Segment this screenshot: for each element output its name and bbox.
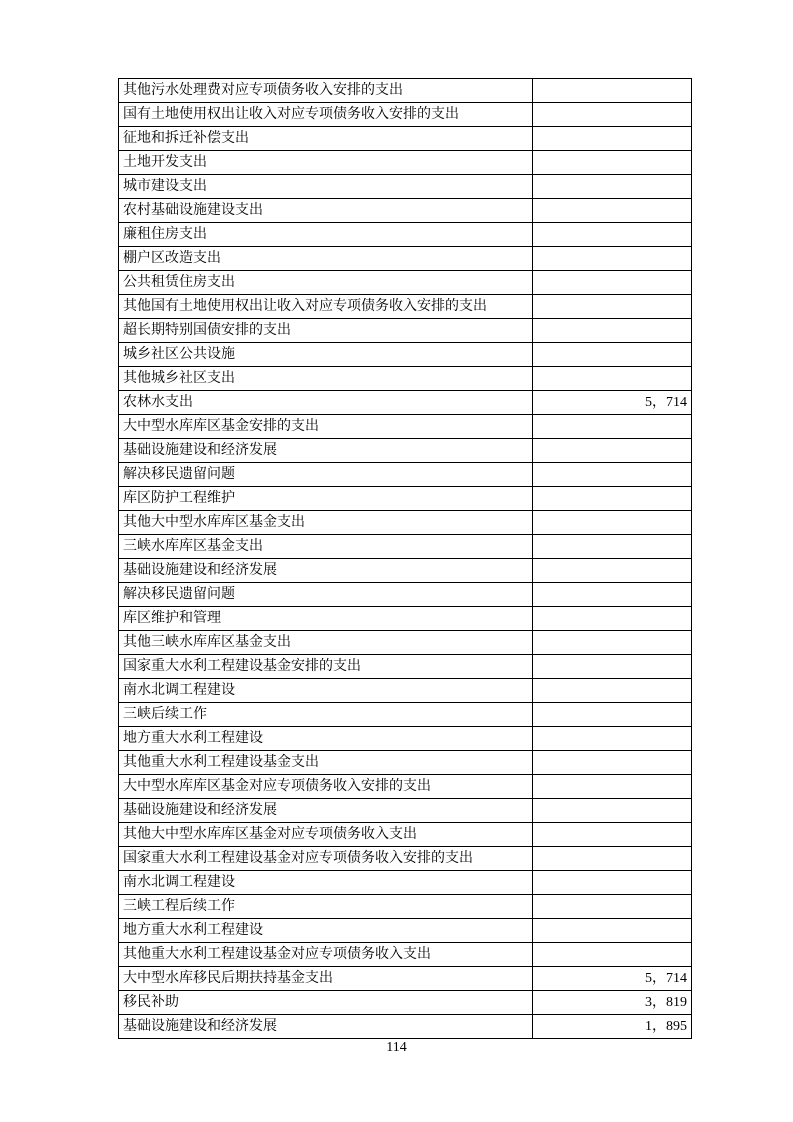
row-value	[533, 103, 692, 127]
row-value: 5，714	[533, 967, 692, 991]
row-label: 三峡水库库区基金支出	[119, 535, 533, 559]
row-value	[533, 151, 692, 175]
table-row	[119, 463, 692, 487]
row-value	[533, 631, 692, 655]
row-value	[533, 199, 692, 223]
table-row	[119, 967, 692, 991]
row-label: 超长期特别国债安排的支出	[119, 319, 533, 343]
row-label: 征地和拆迁补偿支出	[119, 127, 533, 151]
budget-table-body	[119, 79, 692, 1039]
row-label: 基础设施建设和经济发展	[119, 439, 533, 463]
row-label: 三峡后续工作	[119, 703, 533, 727]
table-row	[119, 655, 692, 679]
row-label: 城市建设支出	[119, 175, 533, 199]
row-label: 城乡社区公共设施	[119, 343, 533, 367]
table-row	[119, 319, 692, 343]
row-value	[533, 487, 692, 511]
row-label: 其他三峡水库库区基金支出	[119, 631, 533, 655]
budget-table	[118, 78, 692, 1039]
table-row	[119, 751, 692, 775]
table-row	[119, 295, 692, 319]
table-row	[119, 919, 692, 943]
table-row	[119, 847, 692, 871]
row-label: 廉租住房支出	[119, 223, 533, 247]
table-row	[119, 271, 692, 295]
table-row	[119, 775, 692, 799]
row-value	[533, 775, 692, 799]
row-value	[533, 655, 692, 679]
row-label: 国有土地使用权出让收入对应专项债务收入安排的支出	[119, 103, 533, 127]
row-value	[533, 799, 692, 823]
row-label: 库区防护工程维护	[119, 487, 533, 511]
table-row	[119, 247, 692, 271]
row-label: 基础设施建设和经济发展	[119, 559, 533, 583]
table-row	[119, 343, 692, 367]
row-value	[533, 607, 692, 631]
row-value: 3，819	[533, 991, 692, 1015]
row-value	[533, 919, 692, 943]
row-value	[533, 823, 692, 847]
row-label: 三峡工程后续工作	[119, 895, 533, 919]
table-row	[119, 871, 692, 895]
table-row	[119, 823, 692, 847]
row-value	[533, 583, 692, 607]
row-value	[533, 511, 692, 535]
row-label: 移民补助	[119, 991, 533, 1015]
table-row	[119, 679, 692, 703]
row-value	[533, 343, 692, 367]
row-value	[533, 295, 692, 319]
row-value	[533, 847, 692, 871]
row-label: 农村基础设施建设支出	[119, 199, 533, 223]
table-row	[119, 487, 692, 511]
table-row	[119, 151, 692, 175]
row-value	[533, 439, 692, 463]
row-value	[533, 463, 692, 487]
row-label: 农林水支出	[119, 391, 533, 415]
row-label: 大中型水库库区基金对应专项债务收入安排的支出	[119, 775, 533, 799]
table-row	[119, 199, 692, 223]
row-label: 其他重大水利工程建设基金支出	[119, 751, 533, 775]
row-value: 5，714	[533, 391, 692, 415]
row-value	[533, 127, 692, 151]
row-label: 解决移民遗留问题	[119, 583, 533, 607]
row-label: 棚户区改造支出	[119, 247, 533, 271]
row-value	[533, 727, 692, 751]
row-label: 地方重大水利工程建设	[119, 727, 533, 751]
row-value	[533, 535, 692, 559]
table-row	[119, 631, 692, 655]
table-row	[119, 391, 692, 415]
table-row	[119, 223, 692, 247]
table-row	[119, 175, 692, 199]
row-label: 其他大中型水库库区基金对应专项债务收入支出	[119, 823, 533, 847]
row-value	[533, 751, 692, 775]
table-row	[119, 607, 692, 631]
table-row	[119, 511, 692, 535]
row-value	[533, 703, 692, 727]
table-row	[119, 535, 692, 559]
row-label: 其他污水处理费对应专项债务收入安排的支出	[119, 79, 533, 103]
row-value	[533, 559, 692, 583]
row-value	[533, 367, 692, 391]
table-row	[119, 79, 692, 103]
row-value	[533, 319, 692, 343]
row-label: 库区维护和管理	[119, 607, 533, 631]
table-row	[119, 103, 692, 127]
row-label: 南水北调工程建设	[119, 871, 533, 895]
table-row	[119, 799, 692, 823]
table-row	[119, 415, 692, 439]
table-row	[119, 1015, 692, 1039]
row-value	[533, 175, 692, 199]
row-value: 1，895	[533, 1015, 692, 1039]
row-label: 解决移民遗留问题	[119, 463, 533, 487]
table-row	[119, 703, 692, 727]
row-value	[533, 895, 692, 919]
row-label: 国家重大水利工程建设基金对应专项债务收入安排的支出	[119, 847, 533, 871]
table-row	[119, 895, 692, 919]
table-row	[119, 991, 692, 1015]
row-value	[533, 247, 692, 271]
row-value	[533, 271, 692, 295]
table-row	[119, 127, 692, 151]
row-label: 公共租赁住房支出	[119, 271, 533, 295]
row-value	[533, 679, 692, 703]
row-label: 土地开发支出	[119, 151, 533, 175]
row-label: 其他城乡社区支出	[119, 367, 533, 391]
row-label: 其他国有土地使用权出让收入对应专项债务收入安排的支出	[119, 295, 533, 319]
row-value	[533, 415, 692, 439]
row-label: 基础设施建设和经济发展	[119, 1015, 533, 1039]
row-value	[533, 79, 692, 103]
row-label: 大中型水库移民后期扶持基金支出	[119, 967, 533, 991]
table-row	[119, 727, 692, 751]
page-number: 114	[386, 1040, 407, 1055]
row-value	[533, 871, 692, 895]
table-row	[119, 943, 692, 967]
table-row	[119, 439, 692, 463]
row-label: 地方重大水利工程建设	[119, 919, 533, 943]
row-label: 南水北调工程建设	[119, 679, 533, 703]
table-row	[119, 367, 692, 391]
row-label: 其他重大水利工程建设基金对应专项债务收入支出	[119, 943, 533, 967]
row-label: 基础设施建设和经济发展	[119, 799, 533, 823]
row-label: 国家重大水利工程建设基金安排的支出	[119, 655, 533, 679]
row-label: 其他大中型水库库区基金支出	[119, 511, 533, 535]
row-label: 大中型水库库区基金安排的支出	[119, 415, 533, 439]
row-value	[533, 943, 692, 967]
table-row	[119, 559, 692, 583]
table-row	[119, 583, 692, 607]
row-value	[533, 223, 692, 247]
